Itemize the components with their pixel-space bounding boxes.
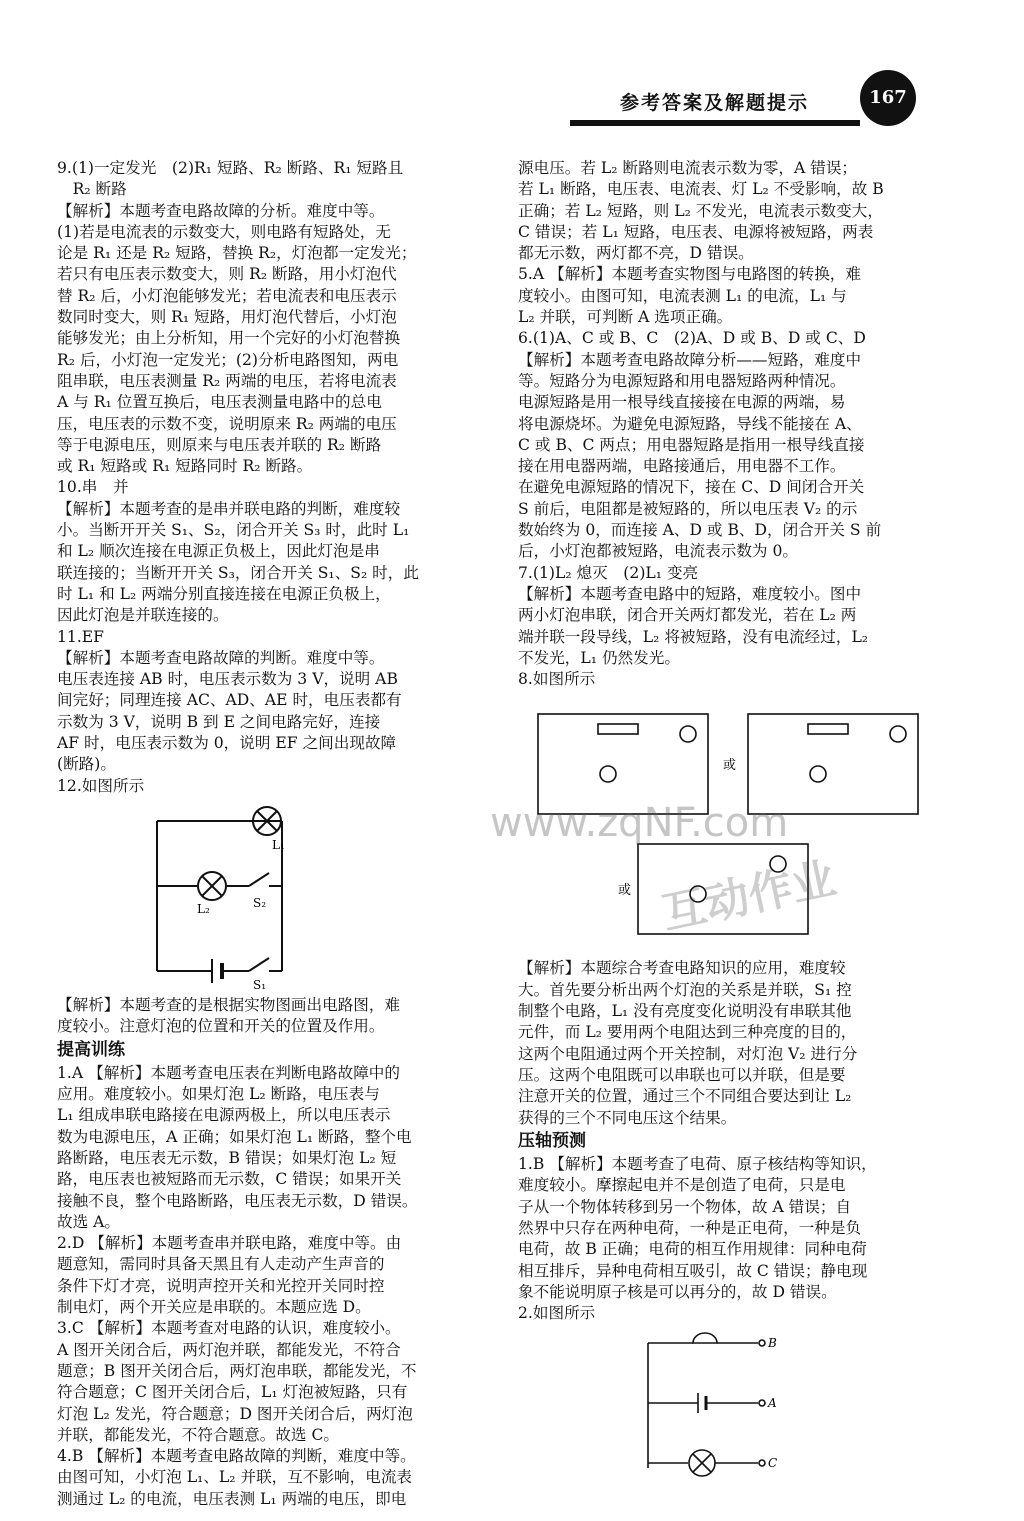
text-line: 5.A 【解析】本题考查实物图与电路图的转换，难 <box>518 265 861 284</box>
text-line: 两小灯泡串联，闭合开关两灯都发光，若在 L₂ 两 <box>518 606 857 625</box>
text-line: (断路)。 <box>57 755 116 774</box>
text-line: 度较小。由图可知，电流表测 L₁ 的电流，L₁ 与 <box>518 286 847 305</box>
text-line: 路断路，电压表无示数，B 错误；如果灯泡 L₂ 短 <box>57 1148 397 1167</box>
text-line: C 或 B、C 两点；用电器短路是指用一根导线直接 <box>518 435 865 454</box>
text-line: 示数为 3 V，说明 B 到 E 之间电路完好，连接 <box>57 712 381 731</box>
text-line: 替 R₂ 后，小灯泡能够发光；若电流表和电压表示 <box>57 286 397 305</box>
text-line: 都无示数，两灯都不亮，D 错误。 <box>518 244 754 263</box>
text-line: 不发光，L₁ 仍然发光。 <box>518 648 680 667</box>
text-line: 电源短路是用一根导线直接接在电源的两端，易 <box>518 393 846 412</box>
text-line: 数为电源电压，A 正确；如果灯泡 L₁ 断路，整个电 <box>57 1127 412 1146</box>
label-a: A <box>768 1396 777 1411</box>
text-line: 3.C 【解析】本题考查对电路的认识，难度较小。 <box>57 1319 401 1338</box>
text-line: 子从一个物体转移到另一个物体，故 A 错误；自 <box>518 1197 852 1216</box>
label-s2: S₂ <box>253 895 267 910</box>
text-line: L₂ 并联，可判断 A 选项正确。 <box>518 308 733 327</box>
text-line: 电压表连接 AB 时，电压表示数为 3 V，说明 AB <box>57 670 398 689</box>
text-line: 或 R₁ 短路或 R₁ 短路同时 R₂ 断路。 <box>57 457 313 476</box>
text-line: 题意知，需同时具备天黑且有人走动产生声音的 <box>57 1255 385 1274</box>
text-line: 相互排斥，异种电荷相互吸引，故 C 错误；静电现 <box>518 1261 868 1280</box>
text-line: C 错误；若 L₁ 短路，电压表、电源将被短路，两表 <box>518 222 874 241</box>
text-line: 12.如图所示 <box>57 776 145 795</box>
text-line: 小。当断开开关 S₁、S₂，闭合开关 S₃ 时，此时 L₁ <box>57 521 410 540</box>
text-line: 【解析】本题考查电路故障分析——短路，难度中 <box>518 350 862 369</box>
text-line: 和 L₂ 顺次连接在电源正负极上，因此灯泡是串 <box>57 542 380 561</box>
text-line: 数始终为 0，而连接 A、D 或 B、D，闭合开关 S 前 <box>518 521 882 540</box>
text-line: 间完好；同理连接 AC、AD、AE 时，电压表都有 <box>57 691 402 710</box>
label-b: B <box>768 1336 777 1351</box>
text-line: 象不能说明原子核是可以再分的，故 D 错误。 <box>518 1282 837 1301</box>
text-line: 论是 R₁ 还是 R₂ 短路，替换 R₂，灯泡都一定发光； <box>57 244 417 263</box>
text-line: 制整个电路，L₁ 没有亮度变化说明没有串联其他 <box>518 1002 852 1021</box>
text-line: 阻串联，电压表测量 R₂ 两端的电压，若将电流表 <box>57 371 397 390</box>
text-line: A 与 R₁ 位置互换后，电压表测量电路中的总电 <box>57 393 382 412</box>
text-line: 若 L₁ 断路，电压表、电流表、灯 L₂ 不受影响，故 B <box>518 180 884 199</box>
left-column <box>57 158 487 1510</box>
text-line: 等于电源电压，则原来与电压表并联的 R₂ 断路 <box>57 435 382 454</box>
text-line: (1)若是电流表的示数变大，则电路有短路处，无 <box>57 222 391 241</box>
text-line: 9.(1)一定发光 (2)R₁ 短路、R₂ 断路、R₁ 短路且 <box>57 159 404 177</box>
text-line: 若只有电压表示数变大，则 R₂ 断路，用小灯泡代 <box>57 265 397 284</box>
text-line: 正确；若 L₂ 短路，则 L₂ 不发光，电流表示数变大， <box>518 201 883 220</box>
text-line: 接在用电器两端，电路接通后，用电器不工作。 <box>518 457 846 476</box>
text-line: 在避免电源短路的情况下，接在 C、D 间闭合开关 <box>518 478 865 497</box>
text-line: 4.B 【解析】本题考查电路故障的判断，难度中等。 <box>57 1447 416 1466</box>
watermark-stamp: 互动作业 <box>657 853 841 940</box>
label-or-2: 或 <box>618 883 632 899</box>
text-line: 故选 A。 <box>57 1212 120 1231</box>
page-number: 167 <box>860 70 916 126</box>
text-line: 2.D 【解析】本题考查串并联电路，难度中等。由 <box>57 1234 402 1253</box>
text-line: 压，电压表的示数不变，说明原来 R₂ 两端的电压 <box>57 414 397 433</box>
text-line: 元件，而 L₂ 要用两个电阻达到三种亮度的目的， <box>518 1023 857 1042</box>
page-header <box>560 62 980 132</box>
text-line: 注意开关的位置，通过三个不同组合要达到让 L₂ <box>518 1087 852 1106</box>
text-line: 7.(1)L₂ 熄灭 (2)L₁ 变亮 <box>518 563 699 582</box>
text-line: 度较小。注意灯泡的位置和开关的位置及作用。 <box>57 1017 385 1036</box>
text-line: 【解析】本题考查电路故障的判断。难度中等。 <box>57 648 385 667</box>
section-heading: 提高训练 <box>57 1039 125 1060</box>
text-line: S 前后，电阻都是被短路的，所以电压表 V₂ 的示 <box>518 499 858 518</box>
text-line: 路，电压表也被短路而无示数，C 错误；如果开关 <box>57 1170 402 1189</box>
text-line: 测通过 L₂ 的电流，电压表测 L₁ 两端的电压，即电 <box>57 1489 407 1508</box>
circuit-figure-8 <box>518 694 958 954</box>
text-line: R₂ 后，小灯泡一定发光；(2)分析电路图知，两电 <box>57 350 399 369</box>
text-line: 题意；B 图开关闭合后，两灯泡串联，都能发光，不 <box>57 1361 417 1380</box>
text-line: 8.如图所示 <box>518 670 596 689</box>
text-line: 条件下灯才亮，说明声控开关和光控开关同时控 <box>57 1276 385 1295</box>
text-line: A 图开关闭合后，两灯泡并联，都能发光，不符合 <box>57 1340 401 1359</box>
text-line: 符合题意；C 图开关闭合后，L₁ 灯泡被短路，只有 <box>57 1383 408 1402</box>
page-header-title: 参考答案及解题提示 <box>620 92 810 114</box>
text-line: 等。短路分为电源短路和用电器短路两种情况。 <box>518 371 846 390</box>
text-line: 端并联一段导线，L₂ 将被短路，没有电流经过，L₂ <box>518 627 869 646</box>
text-line: 2.如图所示 <box>518 1304 596 1323</box>
text-line: 电荷，故 B 正确；电荷的相互作用规律：同种电荷 <box>518 1240 867 1259</box>
label-c: C <box>768 1456 778 1471</box>
text-line: 并联，都能发光，不符合题意。故选 C。 <box>57 1425 339 1444</box>
text-line: 将电源烧坏。为避免电源短路，导线不能接在 A、 <box>518 414 862 433</box>
text-line: R₂ 断路 <box>57 180 127 199</box>
text-line: 后，小灯泡都被短路，电流表示数为 0。 <box>518 542 798 561</box>
text-line: 应用。难度较小。如果灯泡 L₂ 断路，电压表与 <box>57 1085 380 1104</box>
header-rule <box>570 120 860 126</box>
text-line: 10.串 并 <box>57 478 129 497</box>
text-line: 因此灯泡是并联连接的。 <box>57 606 229 625</box>
text-line: 难度较小。摩擦起电并不是创造了电荷，只是电 <box>518 1176 846 1195</box>
text-line: 然界中只存在两种电荷，一种是正电荷，一种是负 <box>518 1218 862 1237</box>
text-line: 大。首先要分析出两个灯泡的关系是并联，S₁ 控 <box>518 980 852 999</box>
text-line: 【解析】本题考查电路中的短路，难度较小。图中 <box>518 584 862 603</box>
text-line: 6.(1)A、C 或 B、C (2)A、D 或 B、D 或 C、D <box>518 329 866 348</box>
text-line: 能够发光；由上分析知，用一个完好的小灯泡替换 <box>57 329 401 348</box>
right-column <box>518 158 966 1482</box>
text-line: L₁ 组成串联电路接在电源两极上，所以电压表示 <box>57 1106 391 1125</box>
text-line: 11.EF <box>57 627 105 646</box>
watermark-site: www.zqNF.com <box>490 800 789 846</box>
section-heading: 压轴预测 <box>518 1130 586 1151</box>
label-l2: L₂ <box>197 901 210 916</box>
text-line: 联连接的；当断开开关 S₃，闭合开关 S₁、S₂ 时，此 <box>57 563 419 582</box>
text-line: 灯泡 L₂ 发光，符合题意；D 图开关闭合后，两灯泡 <box>57 1404 413 1423</box>
text-line: 制电灯，两个开关应是串联的。本题应选 D。 <box>57 1298 371 1317</box>
label-s1: S₁ <box>253 977 267 991</box>
text-line: 1.A 【解析】本题考查电压表在判断电路故障中的 <box>57 1063 400 1082</box>
text-line: 数同时变大，则 R₁ 短路，用灯泡代替后，小灯泡 <box>57 308 397 327</box>
text-line: 【解析】本题考查的是串并联电路的判断，难度较 <box>57 499 401 518</box>
text-line: 由图可知，小灯泡 L₁、L₂ 并联，互不影响，电流表 <box>57 1468 413 1487</box>
text-line: 接触不良，整个电路断路，电压表无示数，D 错误。 <box>57 1191 418 1210</box>
text-line: 这两个电阻通过两个开关控制，对灯泡 V₂ 进行分 <box>518 1044 858 1063</box>
text-line: 压。这两个电阻既可以串联也可以并联，但是要 <box>518 1065 846 1084</box>
text-line: 1.B 【解析】本题考查了电荷、原子核结构等知识， <box>518 1155 877 1174</box>
label-l1: L₁ <box>272 837 285 852</box>
circuit-figure-2 <box>518 1328 778 1478</box>
text-line: 获得的三个不同电压这个结果。 <box>518 1108 737 1127</box>
circuit-figure-12 <box>57 801 317 991</box>
text-line: 时 L₁ 和 L₂ 两端分别直接连接在电源正负极上， <box>57 584 391 603</box>
label-or-1: 或 <box>723 758 737 774</box>
text-line: 源电压。若 L₂ 断路则电流表示数为零，A 错误； <box>518 159 858 177</box>
text-line: AF 时，电压表示数为 0，说明 EF 之间出现故障 <box>57 734 397 753</box>
text-line: 【解析】本题考查的是根据实物图画出电路图，难 <box>57 995 401 1014</box>
text-line: 【解析】本题考查电路故障的分析。难度中等。 <box>57 201 385 220</box>
text-line: 【解析】本题综合考查电路知识的应用，难度较 <box>518 959 846 978</box>
